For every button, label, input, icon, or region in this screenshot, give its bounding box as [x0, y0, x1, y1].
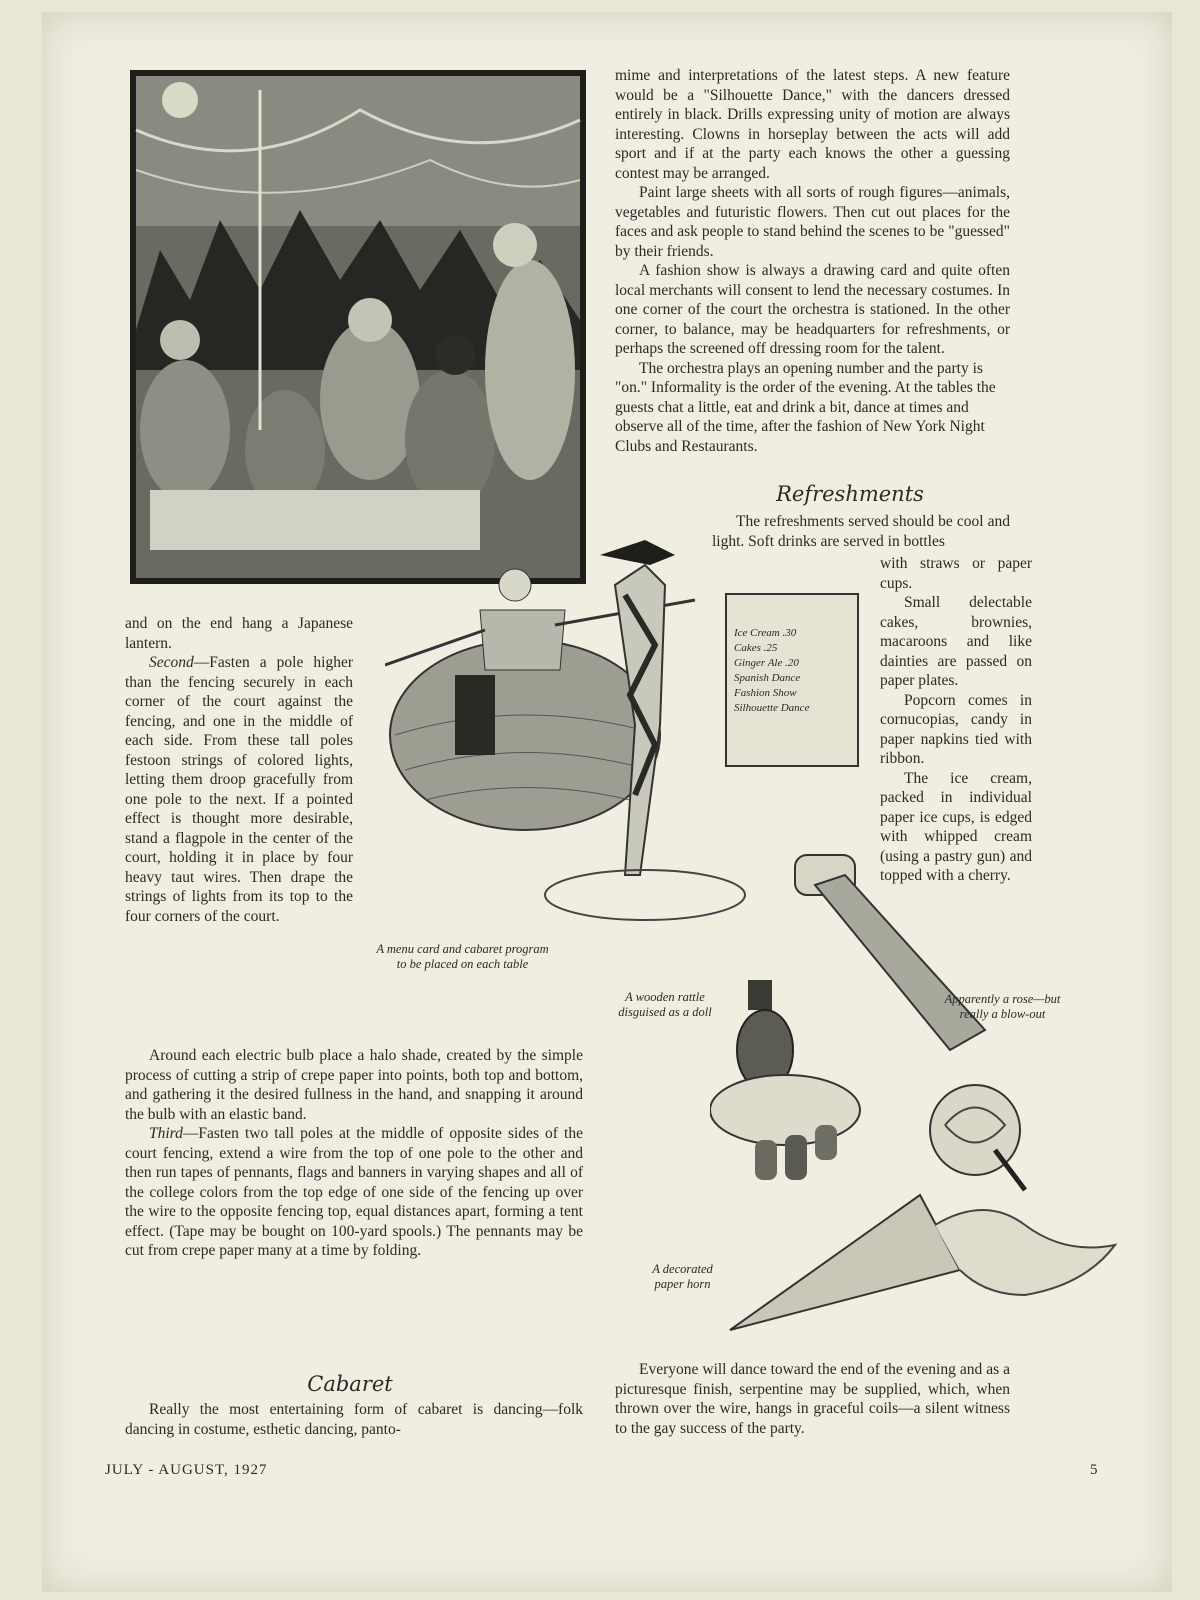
- rose-caption: Apparently a rose—but really a blow-out: [944, 992, 1061, 1021]
- refreshments-column: [880, 554, 1032, 886]
- paragraph: Small delectable cakes, brownies, macaroons and like dainties are passed on paper plates.: [880, 594, 1032, 689]
- third-label: Third: [149, 1125, 183, 1142]
- menu-line: Ginger Ale .20: [734, 657, 799, 669]
- page-number: 5: [1090, 1462, 1099, 1478]
- paragraph: Around each electric bulb place a halo shade, created by the simple process of cutting a strip of crepe paper into points, both top and bottom, and gathering it the desired fullness in the hand, and snapping it around the bulb with an elastic band.: [125, 1047, 583, 1123]
- right-column-bottom-text: [615, 1360, 1010, 1438]
- dancers-illustration: [385, 535, 765, 930]
- paragraph: Popcorn comes in cornucopias, candy in paper napkins tied with ribbon.: [880, 691, 1032, 767]
- paragraph: and on the end hang a Japanese lantern.: [125, 615, 353, 652]
- paragraph: A fashion show is always a drawing card and quite often local merchants will consent to lend the necessary costumes. In one corner of the court the orchestra is stationed. In the other corner, to balance, may be headquarters for refreshments, or perhaps the screened off dressing room for the talent.: [615, 262, 1010, 357]
- cabaret-scene-illustration: [130, 70, 586, 584]
- paragraph: Really the most entertaining form of cabaret is dancing—folk dancing in costume, esthetic dancing, panto-: [125, 1401, 583, 1438]
- paragraph: The orchestra plays an opening number and the party is "on." Informality is the order of the evening. At the tables the guests chat a little, eat and drink a bit, dance at times and observe all of the time, after the fashion of New York Night Clubs and Restaurants.: [615, 359, 996, 455]
- refreshments-intro: [712, 512, 1010, 551]
- paragraph: Everyone will dance toward the end of the evening and as a picturesque finish, serpentine may be supplied, which, when thrown over the wire, hangs in graceful coils—a silent witness to the gay success of the party.: [615, 1361, 1010, 1437]
- cabaret-text: [125, 1400, 583, 1439]
- left-column-bottom-text: [125, 1046, 583, 1261]
- menu-line: Spanish Dance: [734, 672, 801, 684]
- rattle-doll-illustration: [710, 975, 870, 1195]
- menu-line: Cakes .25: [734, 642, 778, 654]
- left-column-text: [125, 614, 353, 926]
- menu-line: Ice Cream .30: [734, 627, 797, 639]
- horn-caption: A decorated paper horn: [652, 1262, 713, 1291]
- menu-caption: A menu card and cabaret program to be placed on each table: [376, 942, 549, 971]
- paragraph: mime and interpretations of the latest steps. A new feature would be a "Silhouette Dance," with the dancers dressed entirely in black. Drills expressing unity of motion are always interesting. Clowns in horseplay between the acts will add sport and if at the party each knows the other a guessing contest may be arranged.: [615, 67, 1010, 182]
- paragraph: The refreshments served should be cool and light. Soft drinks are served in bottles: [712, 513, 1010, 550]
- cabaret-heading: Cabaret: [307, 1372, 393, 1396]
- rattle-caption: A wooden rattle disguised as a doll: [618, 990, 712, 1019]
- paragraph: The ice cream, packed in individual paper ice cups, is edged with whipped cream (using a pastry gun) and topped with a cherry.: [880, 769, 1032, 884]
- paragraph: with straws or paper cups.: [880, 555, 1032, 592]
- paragraph: —Fasten two tall poles at the middle of opposite sides of the court fencing, extend a wire from the top of one pole to the other and then run tapes of pennants, flags and banners in varying shapes and all of the college colors from the top edge of one side of the fencing up over the wire to the opposite fencing top, equal distances apart, forming a tent effect. (Tape may be bought on 100-yard spools.) The pennants may be cut from crepe paper many at a time by folding.: [125, 1125, 583, 1259]
- paragraph: Paint large sheets with all sorts of rough figures—animals, vegetables and futuristic flowers. Then cut out places for the faces and ask people to stand behind the scenes to be "guessed" by their friends.: [615, 184, 1010, 260]
- second-label: Second: [149, 654, 194, 671]
- issue-date: JULY - AUGUST, 1927: [105, 1462, 268, 1478]
- menu-line: Silhouette Dance: [734, 702, 810, 714]
- refreshments-heading: Refreshments: [776, 482, 924, 506]
- menu-line: Fashion Show: [734, 687, 797, 699]
- right-column-top-text: [615, 66, 1010, 456]
- paragraph: —Fasten a pole higher than the fencing securely in each corner of the court against the fencing, and one in the middle of each side. From these tall poles festoon strings of colored lights, letting them droop gracefully from one pole to the next. If a pointed effect is thought more desirable, stand a flagpole in the center of the court, holding it in place by four heavy taut wires. Then drape the strings of lights from its top to the four corners of the court.: [125, 654, 353, 925]
- menu-card-text: [734, 626, 854, 716]
- paper-horn-illustration: [725, 1185, 1120, 1340]
